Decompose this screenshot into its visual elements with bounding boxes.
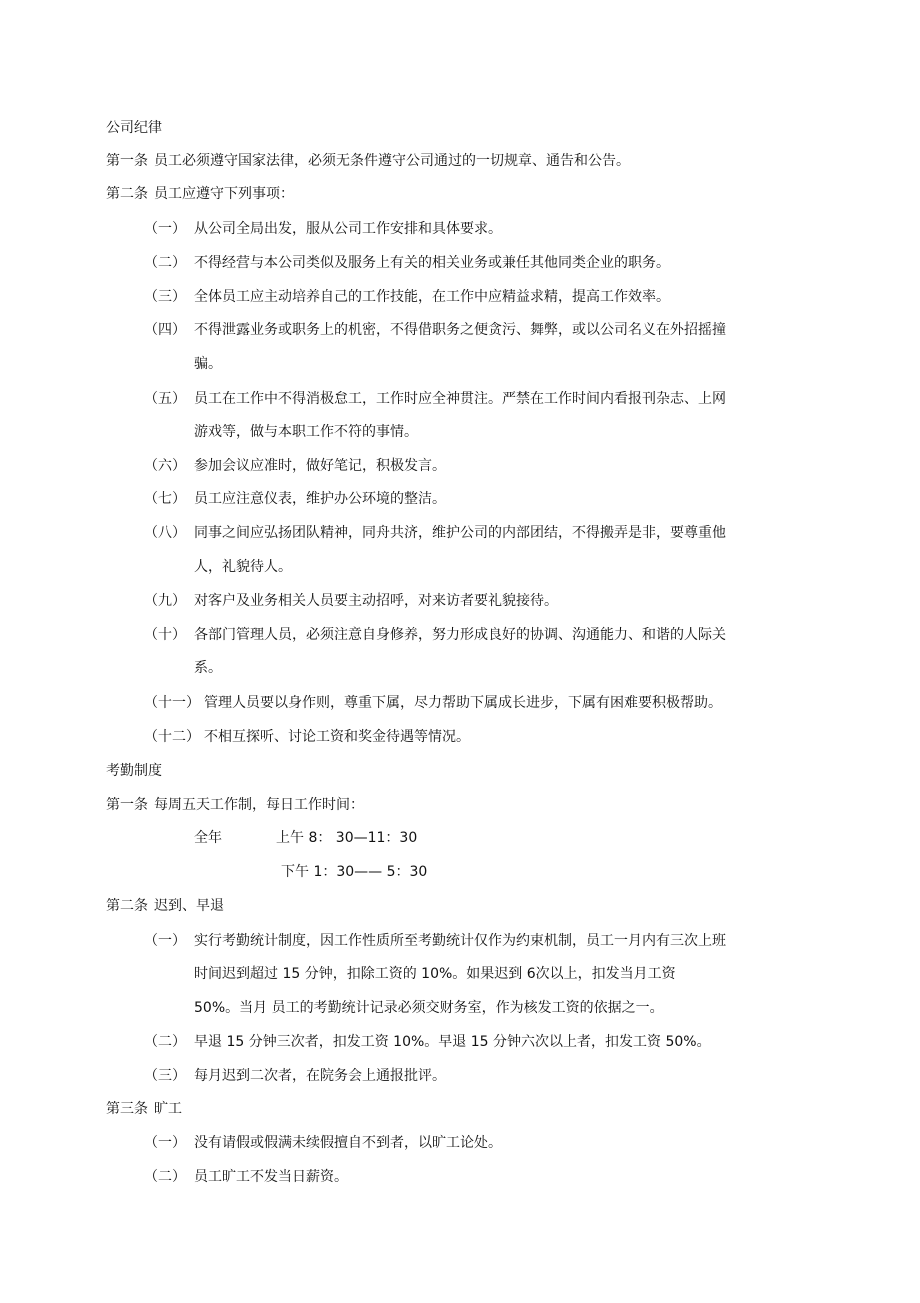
item-number: （三） xyxy=(144,289,186,305)
item-number: （二） xyxy=(144,1034,186,1050)
article xyxy=(106,1099,182,1119)
item-text: 员工旷工不发当日薪资。 xyxy=(194,1169,348,1185)
item-text: 管理人员要以身作则，尊重下属，尽力帮助下属成长进步，下属有困难要积极帮助。 xyxy=(204,695,722,711)
item-continuation: 人，礼貌待人。 xyxy=(194,559,292,575)
article-label: 第一条 xyxy=(106,797,148,813)
item-number: （七） xyxy=(144,491,186,507)
section-title: 考勤制度 xyxy=(106,763,162,779)
item-number: （一） xyxy=(144,1135,186,1151)
item-number: （十一） xyxy=(144,695,200,711)
article xyxy=(106,896,224,916)
item-text: 不相互探听、讨论工资和奖金待遇等情况。 xyxy=(204,729,470,745)
item-continuation: 游戏等，做与本职工作不符的事情。 xyxy=(194,424,418,440)
article-text: 员工应遵守下列事项： xyxy=(154,186,294,202)
article xyxy=(106,151,630,171)
item-text: 早退 15 分钟三次者，扣发工资 10%。早退 15 分钟六次以上者，扣发工资 50%。 xyxy=(194,1034,711,1050)
item-text: 每月迟到二次者，在院务会上通报批评。 xyxy=(194,1068,446,1084)
item-text: 员工在工作中不得消极怠工，工作时应全神贯注。严禁在工作时间内看报刊杂志、上网 xyxy=(194,391,726,407)
article-text: 迟到、早退 xyxy=(154,898,224,914)
item-continuation: 骗。 xyxy=(194,356,222,372)
item-text: 对客户及业务相关人员要主动招呼，对来访者要礼貌接待。 xyxy=(194,593,558,609)
article-label: 第二条 xyxy=(106,898,148,914)
section-title: 公司纪律 xyxy=(106,120,162,136)
item-text: 从公司全局出发，服从公司工作安排和具体要求。 xyxy=(194,221,502,237)
item-number: （一） xyxy=(144,933,186,949)
article-text: 旷工 xyxy=(154,1101,182,1117)
item-number: （六） xyxy=(144,458,186,474)
item-number: （三） xyxy=(144,1068,186,1084)
article-text: 员工必须遵守国家法律，必须无条件遵守公司通过的一切规章、通告和公告。 xyxy=(154,153,630,169)
item-number: （八） xyxy=(144,525,186,541)
item-number: （九） xyxy=(144,593,186,609)
item-number: （四） xyxy=(144,322,186,338)
schedule-period: 全年 xyxy=(194,830,222,846)
item-text: 全体员工应主动培养自己的工作技能，在工作中应精益求精，提高工作效率。 xyxy=(194,289,670,305)
item-continuation: 系。 xyxy=(194,660,222,676)
article-label: 第三条 xyxy=(106,1101,148,1117)
item-number: （五） xyxy=(144,391,186,407)
item-text: 不得经营与本公司类似及服务上有关的相关业务或兼任其他同类企业的职务。 xyxy=(194,255,670,271)
article xyxy=(106,795,364,815)
article-label: 第二条 xyxy=(106,186,148,202)
article xyxy=(106,184,294,204)
item-number: （十） xyxy=(144,627,186,643)
schedule-afternoon: 下午 1：30—— 5：30 xyxy=(281,864,428,880)
item-text: 参加会议应准时，做好笔记，积极发言。 xyxy=(194,458,446,474)
item-text: 员工应注意仪表，维护办公环境的整洁。 xyxy=(194,491,446,507)
item-number: （一） xyxy=(144,221,186,237)
item-continuation: 50%。当月 员工的考勤统计记录必须交财务室，作为核发工资的依据之一。 xyxy=(194,1000,664,1016)
item-text: 同事之间应弘扬团队精神，同舟共济，维护公司的内部团结，不得搬弄是非，要尊重他 xyxy=(194,525,726,541)
schedule-morning: 上午 8： 30—11：30 xyxy=(276,830,418,846)
item-text: 各部门管理人员，必须注意自身修养，努力形成良好的协调、沟通能力、和谐的人际关 xyxy=(194,627,726,643)
article-text: 每周五天工作制，每日工作时间： xyxy=(154,797,364,813)
item-text: 没有请假或假满未续假擅自不到者，以旷工论处。 xyxy=(194,1135,502,1151)
item-text: 不得泄露业务或职务上的机密，不得借职务之便贪污、舞弊，或以公司名义在外招摇撞 xyxy=(194,322,726,338)
item-number: （二） xyxy=(144,1169,186,1185)
item-continuation: 时间迟到超过 15 分钟，扣除工资的 10%。如果迟到 6次以上，扣发当月工资 xyxy=(194,966,676,982)
item-number: （十二） xyxy=(144,729,200,745)
item-text: 实行考勤统计制度，因工作性质所至考勤统计仅作为约束机制，员工一月内有三次上班 xyxy=(194,933,726,949)
article-label: 第一条 xyxy=(106,153,148,169)
item-number: （二） xyxy=(144,255,186,271)
